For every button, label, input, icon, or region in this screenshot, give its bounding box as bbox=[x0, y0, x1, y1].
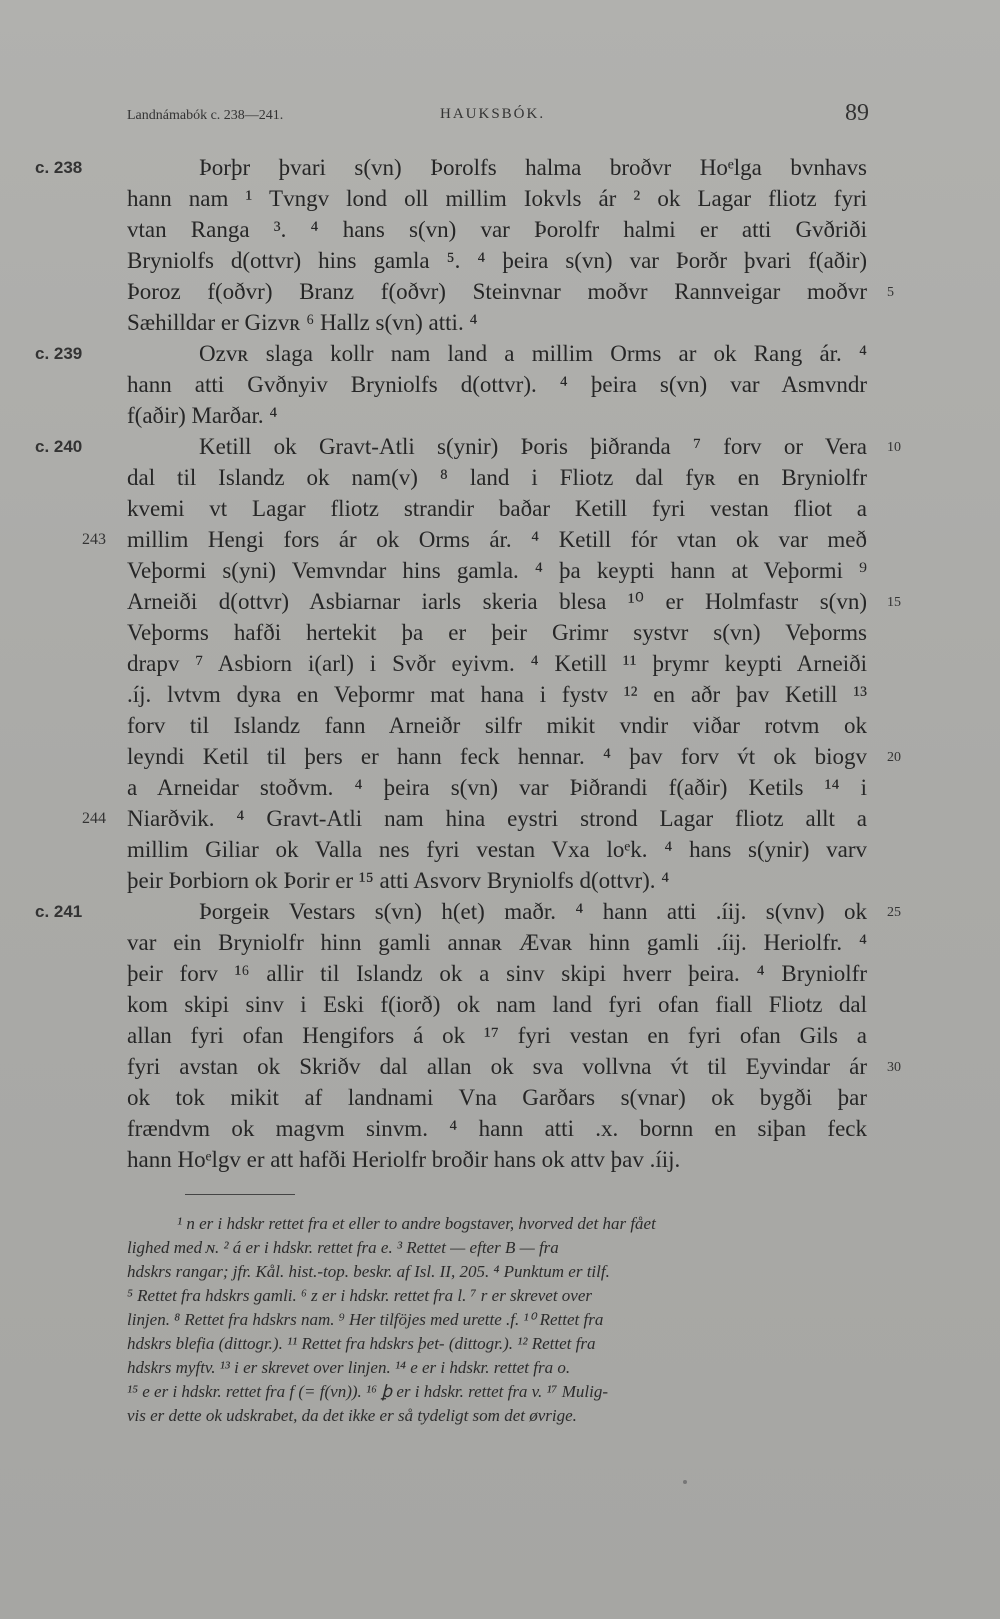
footnote-line: ¹ n er i hdskr rettet fra et eller to andre bogstaver, hvorved det har fået bbox=[177, 1214, 656, 1233]
footnote-line: hdskrs blefia (dittogr.). ¹¹ Rettet fra hdskrs þet- (dittogr.). ¹² Rettet fra bbox=[127, 1334, 596, 1353]
running-head-title: HAUKSBÓK. bbox=[440, 106, 546, 122]
footnote-line: lighed med ɴ. ² á er i hdskr. rettet fra e. ³ Rettet — efter B — fra bbox=[127, 1238, 559, 1257]
text-line bbox=[127, 648, 867, 679]
text-line bbox=[127, 369, 867, 400]
footnote-line: linjen. ⁸ Rettet fra hdskrs nam. ⁹ Her tilföjes med urette .f. ¹⁰ Rettet fra bbox=[127, 1310, 604, 1329]
footnote-line: ¹⁵ e er i hdskr. rettet fra f (= f(vn)). ¹⁶ ꝧ er i hdskr. rettet fra v. ¹⁷ Mulig- bbox=[127, 1382, 608, 1401]
text-line bbox=[127, 183, 867, 214]
text-line bbox=[127, 1020, 867, 1051]
text-line bbox=[127, 555, 867, 586]
margin-reference: 243 bbox=[82, 531, 106, 548]
line-text: Ozvʀ slaga kollr nam land a millim Orms ar ok Rang ár. ⁴ bbox=[199, 341, 867, 366]
line-text: dal til Islandz ok nam(v) ⁸ land i Fliotz dal fyʀ en Bryniolfr bbox=[127, 465, 867, 490]
line-text: leyndi Ketil til þers er hann feck hennar. ⁴ þav forv v́t ok biogv bbox=[127, 744, 867, 769]
line-text: Bryniolfs d(ottvr) hins gamla ⁵. ⁴ þeira s(vn) var Þorðr þvari f(aðir) bbox=[127, 248, 867, 273]
line-number: 10 bbox=[887, 440, 901, 455]
line-text: .íj. lvtvm dyʀa en Veþormr mat hana i fystv ¹² en aðr þav Ketill ¹³ bbox=[127, 682, 867, 707]
line-text: drapv ⁷ Asbiorn i(arl) i Svðr eyivm. ⁴ Ketill ¹¹ þrymr keypti Arneiði bbox=[127, 651, 867, 676]
text-line bbox=[127, 214, 867, 245]
line-text: Þorgeiʀ Vestars s(vn) h(et) maðr. ⁴ hann atti .íij. s(vnv) ok bbox=[199, 899, 867, 924]
chapter-marker: c. 241 bbox=[35, 902, 83, 921]
text-line bbox=[127, 307, 867, 338]
line-text: hann nam ¹ Tvngv lond oll millim Iokvls ár ² ok Lagar fliotz fyri bbox=[127, 186, 867, 211]
main-text bbox=[35, 152, 901, 1175]
text-line bbox=[35, 896, 901, 927]
text-line bbox=[127, 493, 867, 524]
chapter-marker: c. 239 bbox=[35, 344, 83, 363]
footnote-line: hdskrs rangar; jfr. Kål. hist.-top. beskr. af Isl. II, 205. ⁴ Punktum er tilf. bbox=[127, 1262, 610, 1281]
line-text: f(aðir) Marðar. ⁴ bbox=[127, 403, 278, 428]
text-line bbox=[127, 276, 894, 307]
text-line bbox=[127, 865, 867, 896]
page-number: 89 bbox=[845, 100, 869, 126]
line-text: allan fyri ofan Hengifors á ok ¹⁷ fyri vestan en fyri ofan Gils a bbox=[127, 1023, 867, 1048]
text-line bbox=[127, 245, 867, 276]
text-line bbox=[35, 152, 867, 183]
line-number: 5 bbox=[887, 285, 894, 300]
text-line bbox=[127, 958, 867, 989]
margin-reference: 244 bbox=[82, 810, 106, 827]
footnotes bbox=[127, 1212, 872, 1428]
line-text: Þorþr þvari s(vn) Þorolfs halma broðvr Hoᵉlga bvnhavs bbox=[199, 155, 867, 180]
page-speck bbox=[683, 1480, 687, 1484]
text-line bbox=[35, 338, 867, 369]
text-line bbox=[127, 772, 867, 803]
line-number: 25 bbox=[887, 905, 901, 920]
footnote-line: vis er dette ok udskrabet, da det ikke er så tydeligt som det øvrige. bbox=[127, 1406, 577, 1425]
line-text: forv til Islandz fann Arneiðr silfr mikit vndir viðar rotvm ok bbox=[127, 713, 867, 738]
text-line bbox=[127, 462, 867, 493]
text-line bbox=[127, 741, 901, 772]
text-line bbox=[127, 400, 867, 431]
footnote-line: hdskrs myftv. ¹³ i er skrevet over linjen. ¹⁴ e er i hdskr. rettet fra o. bbox=[127, 1358, 571, 1377]
text-line bbox=[127, 1051, 901, 1082]
line-text: millim Hengi fors ár ok Orms ár. ⁴ Ketill fór vtan ok var með bbox=[127, 527, 867, 552]
running-head-left: Landnámabók c. 238—241. bbox=[127, 108, 284, 123]
line-text: vtan Ranga ³. ⁴ hans s(vn) var Þorolfr halmi er atti Gvðriði bbox=[127, 217, 867, 242]
text-line bbox=[127, 1082, 867, 1113]
text-line bbox=[127, 927, 867, 958]
text-line bbox=[127, 617, 867, 648]
text-line bbox=[127, 1113, 867, 1144]
text-line bbox=[35, 431, 901, 462]
line-text: fyri avstan ok Skriðv dal allan ok sva vollvna v́t til Eyvindar ár bbox=[127, 1054, 867, 1079]
line-text: Veþormi s(yni) Vemvndar hins gamla. ⁴ þa keypti hann at Veþormi ⁹ bbox=[127, 558, 867, 583]
line-number: 20 bbox=[887, 750, 901, 765]
line-number: 15 bbox=[887, 595, 901, 610]
text-line bbox=[82, 803, 867, 834]
line-text: Veþorms hafði hertekit þa er þeir Grimr systvr s(vn) Veþorms bbox=[127, 620, 867, 645]
chapter-marker: c. 240 bbox=[35, 437, 83, 456]
line-text: Þoroz f(oðvr) Branz f(oðvr) Steinvnar moðvr Rannveigar moðvr bbox=[127, 279, 867, 304]
text-line bbox=[127, 710, 867, 741]
footnote-line: ⁵ Rettet fra hdskrs gamli. ⁶ z er i hdskr. rettet fra l. ⁷ r er skrevet over bbox=[127, 1286, 593, 1305]
text-line bbox=[127, 679, 867, 710]
text-line bbox=[127, 989, 867, 1020]
text-line bbox=[82, 524, 867, 555]
line-text: a Arneidar stoðvm. ⁴ þeira s(vn) var Þiðrandi f(aðir) Ketils ¹⁴ i bbox=[127, 775, 867, 800]
line-text: Arneiði d(ottvr) Asbiarnar iarls skeria blesa ¹⁰ er Holmfastr s(vn) bbox=[127, 589, 867, 614]
chapter-marker: c. 238 bbox=[35, 158, 83, 177]
line-text: Ketill ok Gravt-Atli s(ynir) Þoris þiðranda ⁷ forv or Vera bbox=[199, 434, 867, 459]
line-text: frændvm ok magvm sinvm. ⁴ hann atti .x. bornn en siþan feck bbox=[127, 1116, 867, 1141]
line-text: kom skipi sinv i Eski f(iorð) ok nam land fyri ofan fiall Fliotz dal bbox=[127, 992, 867, 1017]
line-text: kvemi vt Lagar fliotz strandir baðar Ketill fyri vestan fliot a bbox=[127, 496, 867, 521]
line-text: þeir forv ¹⁶ allir til Islandz ok a sinv skipi hverr þeira. ⁴ Bryniolfr bbox=[127, 961, 867, 986]
line-text: var ein Bryniolfr hinn gamli annaʀ Ævaʀ hinn gamli .íij. Heriolfr. ⁴ bbox=[127, 930, 867, 955]
line-number: 30 bbox=[887, 1060, 901, 1075]
line-text: ok tok mikit af landnami Vna Garðars s(vnar) ok bygði þar bbox=[127, 1085, 867, 1110]
text-line bbox=[127, 834, 867, 865]
line-text: hann atti Gvðnyiv Bryniolfs d(ottvr). ⁴ þeira s(vn) var Asmvndr bbox=[127, 372, 867, 397]
line-text: Sæhilldar er Gizvʀ ⁶ Hallz s(vn) atti. ⁴ bbox=[127, 310, 478, 335]
text-line bbox=[127, 1144, 867, 1175]
line-text: millim Giliar ok Valla nes fyri vestan Vxa loᵉk. ⁴ hans s(ynir) varv bbox=[127, 837, 867, 862]
footnote-rule bbox=[185, 1194, 295, 1195]
line-text: hann Hoᵉlgv er att hafði Heriolfr broðir hans ok attv þav .íij. bbox=[127, 1147, 681, 1172]
text-line bbox=[127, 586, 901, 617]
line-text: þeir Þorbiorn ok Þorir er ¹⁵ atti Asvorv Bryniolfs d(ottvr). ⁴ bbox=[127, 868, 670, 893]
line-text: Niarðvik. ⁴ Gravt-Atli nam hina eystri strond Lagar fliotz allt a bbox=[127, 806, 867, 831]
